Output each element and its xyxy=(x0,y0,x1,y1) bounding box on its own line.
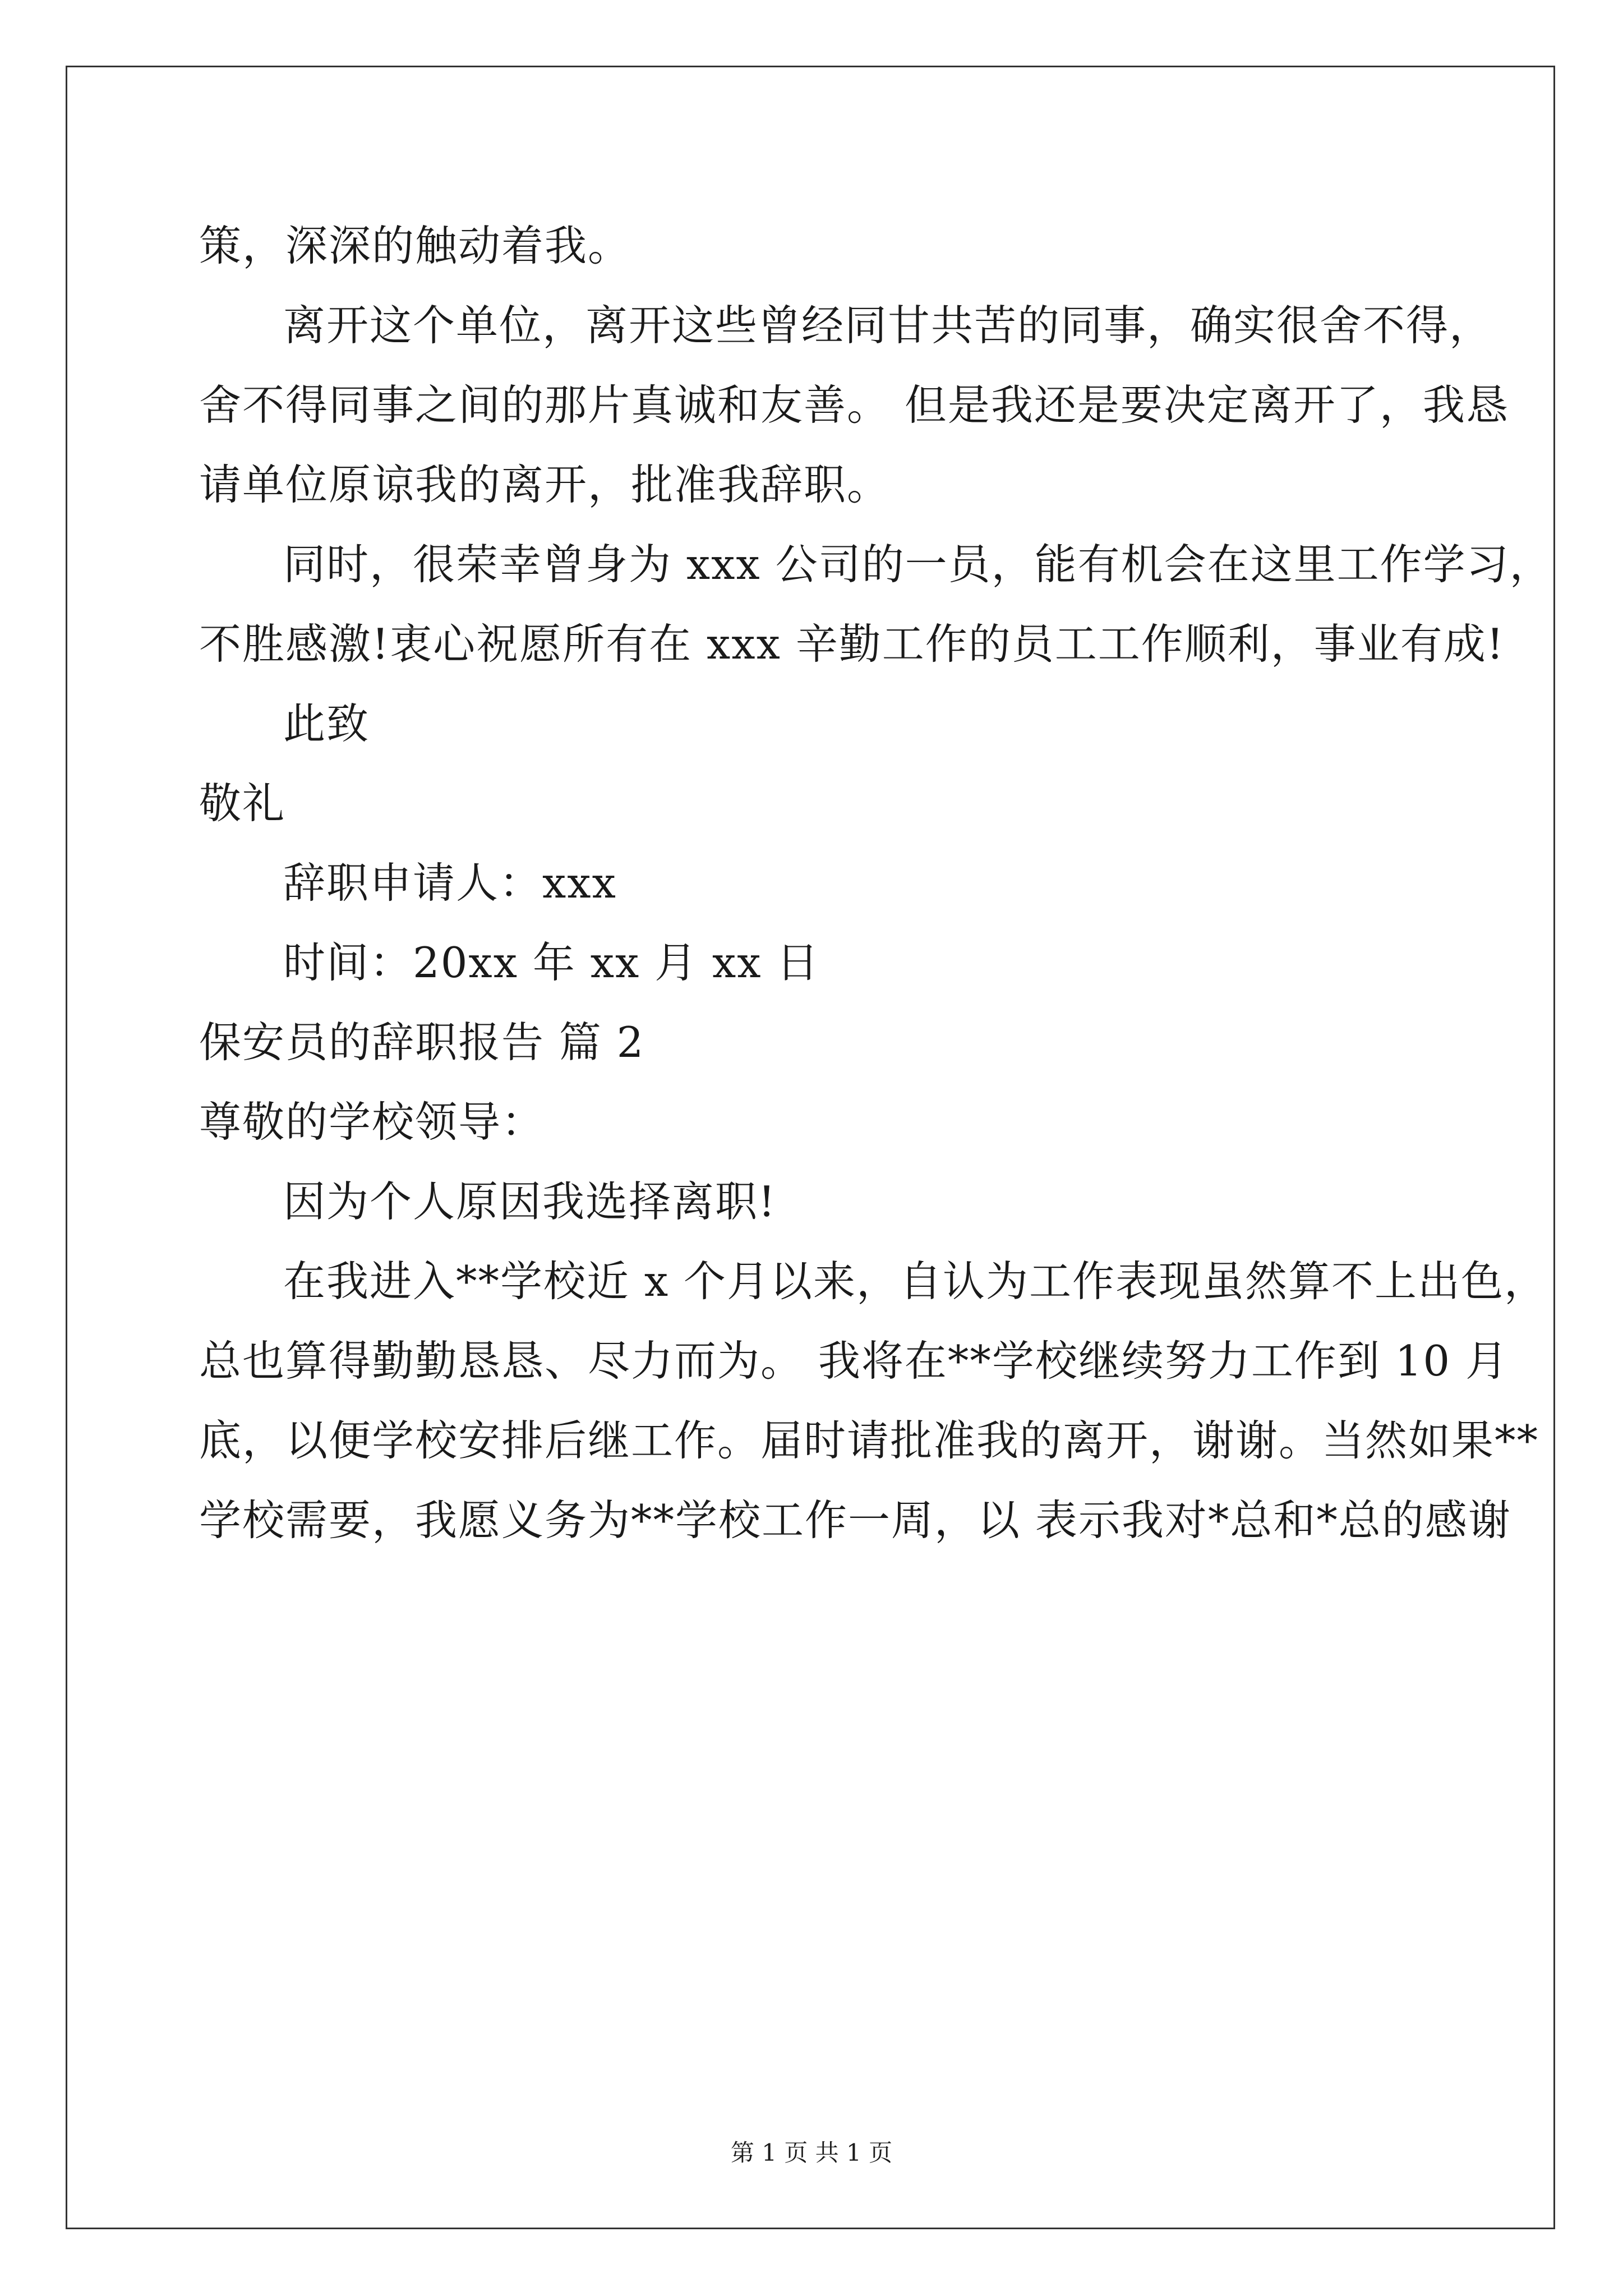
text-line: 此致 xyxy=(283,699,370,748)
section-heading: 保安员的辞职报告 篇 2 xyxy=(199,1018,645,1067)
text-line: 底，以便学校安排后继工作。届时请批准我的离开，谢谢。当然如果** xyxy=(199,1416,1539,1465)
text-line: 敬礼 xyxy=(199,779,286,828)
text-line: 同时，很荣幸曾身为 xxx 公司的一员，能有机会在这里工作学习， xyxy=(283,540,1553,589)
text-line: 总也算得勤勤恳恳、尽力而为。 我将在**学校继续努力工作到 10 月 xyxy=(199,1336,1509,1386)
text-line: 不胜感激!衷心祝愿所有在 xxx 辛勤工作的员工工作顺利，事业有成! xyxy=(199,619,1505,669)
text-line: 离开这个单位，离开这些曾经同甘共苦的同事，确实很舍不得， xyxy=(283,301,1493,350)
text-line: 请单位原谅我的离开，批准我辞职。 xyxy=(199,460,891,509)
text-line: 策，深深的触动着我。 xyxy=(199,221,631,270)
page-footer: 第 1 页 共 1 页 xyxy=(730,2139,893,2166)
text-line: 学校需要，我愿义务为**学校工作一周，以 表示我对*总和*总的感谢 xyxy=(199,1496,1511,1545)
salutation: 尊敬的学校领导： xyxy=(199,1097,545,1147)
text-line: 因为个人原因我选择离职! xyxy=(283,1177,777,1226)
text-line: 舍不得同事之间的那片真诚和友善。 但是我还是要决定离开了，我恳 xyxy=(199,380,1509,430)
text-line: 时间：20xx 年 xx 月 xx 日 xyxy=(283,938,820,987)
text-line: 辞职申请人：xxx xyxy=(283,858,617,908)
text-line: 在我进入**学校近 x 个月以来，自认为工作表现虽然算不上出色， xyxy=(283,1257,1547,1306)
